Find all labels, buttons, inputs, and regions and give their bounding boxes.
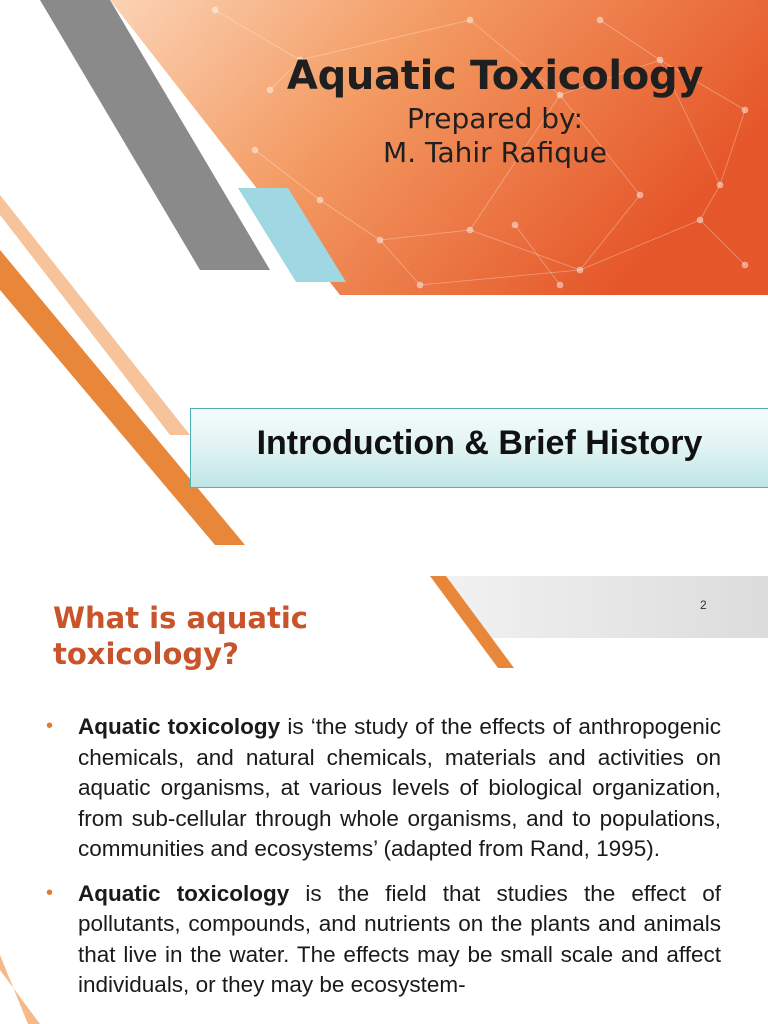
bullet-list: [46, 712, 721, 1015]
bullet-text: is the field that studies the effect of pollutants, compounds, and nutrients on the plants and animals that live in the water. The effects may be small scale and affect individuals, or they may be ecosystem-: [78, 880, 721, 997]
bullet-item: [46, 879, 721, 1001]
presentation-title: Aquatic Toxicology: [286, 53, 704, 99]
bullet-dot-icon: •: [46, 881, 54, 904]
content-slide: [0, 560, 768, 1024]
bullet-text: is ‘the study of the effects of anthropogenic chemicals, and natural chemicals, materials and activities on aquatic organisms, at various levels of biological organization, from sub-cellular through whole organisms, and to populations, communities and ecosystems’ (adapted from Rand, 1995).: [78, 714, 721, 861]
bullet-term: Aquatic toxicology: [78, 714, 281, 739]
bullet-dot-icon: •: [46, 715, 54, 737]
bullet-term: Aquatic toxicology: [78, 880, 290, 906]
slide-number: 2: [700, 598, 707, 612]
author-name: M. Tahir Rafique: [383, 136, 607, 169]
section-title-box: [190, 408, 768, 488]
section-title: Introduction & Brief History: [256, 423, 703, 462]
gray-header-band: [438, 576, 768, 638]
prepared-by-label: Prepared by:: [407, 102, 583, 135]
title-block: [250, 50, 740, 170]
slide-heading: What is aquatic toxicology?: [53, 601, 308, 671]
bottom-left-orange-stripe: [0, 955, 40, 1024]
bullet-item: [46, 712, 721, 865]
